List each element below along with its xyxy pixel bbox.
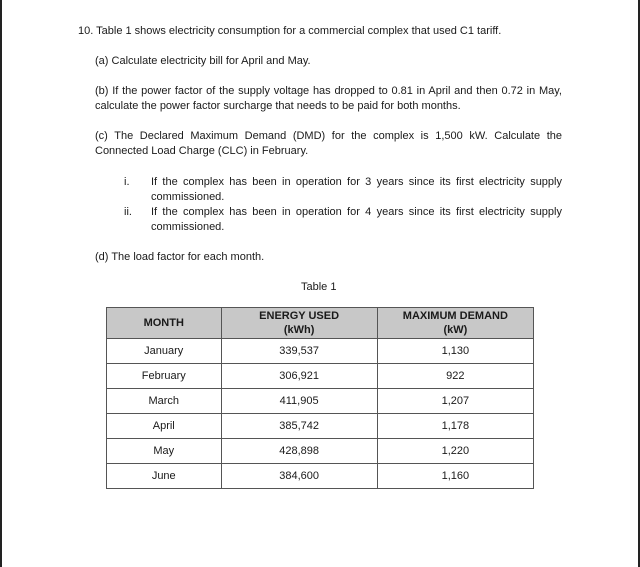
cell-month: January bbox=[107, 339, 222, 364]
table-header-row bbox=[107, 308, 534, 339]
part-d-text: The load factor for each month. bbox=[111, 251, 265, 263]
cell-energy: 384,600 bbox=[221, 464, 377, 489]
part-c-label: (c) bbox=[95, 130, 108, 142]
table-row bbox=[107, 339, 534, 364]
subpart-ii-text: If the complex has been in operation for 4 years since its first electricity supply commissioned. bbox=[151, 206, 562, 233]
subpart-i-text: If the complex has been in operation for 3 years since its first electricity supply commissioned. bbox=[151, 176, 562, 203]
cell-demand: 1,130 bbox=[377, 339, 533, 364]
table-row bbox=[107, 439, 534, 464]
header-month: MONTH bbox=[107, 308, 222, 339]
part-c-text: The Declared Maximum Demand (DMD) for the complex is 1,500 kW. Calculate the Connected Load Charge (CLC) in February. bbox=[95, 130, 562, 157]
part-b-text: If the power factor of the supply voltage has dropped to 0.81 in April and then 0.72 in May, calculate the power factor surcharge that needs to be paid for both months. bbox=[95, 85, 562, 112]
cell-energy: 411,905 bbox=[221, 389, 377, 414]
subpart-ii-number: ii. bbox=[124, 206, 132, 218]
cell-demand: 1,178 bbox=[377, 414, 533, 439]
cell-month: March bbox=[107, 389, 222, 414]
table-caption: Table 1 bbox=[301, 281, 337, 293]
cell-month: April bbox=[107, 414, 222, 439]
cell-month: June bbox=[107, 464, 222, 489]
part-b bbox=[95, 84, 562, 114]
subpart-ii bbox=[124, 205, 564, 235]
cell-energy: 428,898 bbox=[221, 439, 377, 464]
cell-energy: 306,921 bbox=[221, 364, 377, 389]
part-d-label: (d) bbox=[95, 251, 109, 263]
part-a bbox=[95, 54, 311, 69]
part-b-label: (b) bbox=[95, 85, 109, 97]
part-a-label: (a) bbox=[95, 55, 109, 67]
part-d bbox=[95, 250, 264, 265]
header-energy-used: ENERGY USED (kWh) bbox=[221, 308, 377, 339]
cell-energy: 385,742 bbox=[221, 414, 377, 439]
header-maximum-demand: MAXIMUM DEMAND (kW) bbox=[377, 308, 533, 339]
cell-month: February bbox=[107, 364, 222, 389]
part-c bbox=[95, 129, 562, 159]
cell-demand: 1,220 bbox=[377, 439, 533, 464]
cell-demand: 1,207 bbox=[377, 389, 533, 414]
table-row bbox=[107, 464, 534, 489]
table-row bbox=[107, 364, 534, 389]
consumption-table bbox=[106, 307, 534, 489]
subpart-i-number: i. bbox=[124, 176, 130, 188]
cell-month: May bbox=[107, 439, 222, 464]
cell-energy: 339,537 bbox=[221, 339, 377, 364]
table-row bbox=[107, 414, 534, 439]
table-row bbox=[107, 389, 534, 414]
subpart-i bbox=[124, 175, 564, 205]
part-a-text: Calculate electricity bill for April and May. bbox=[111, 55, 311, 67]
question-title: 10. Table 1 shows electricity consumption for a commercial complex that used C1 tariff. bbox=[78, 25, 502, 37]
cell-demand: 1,160 bbox=[377, 464, 533, 489]
cell-demand: 922 bbox=[377, 364, 533, 389]
